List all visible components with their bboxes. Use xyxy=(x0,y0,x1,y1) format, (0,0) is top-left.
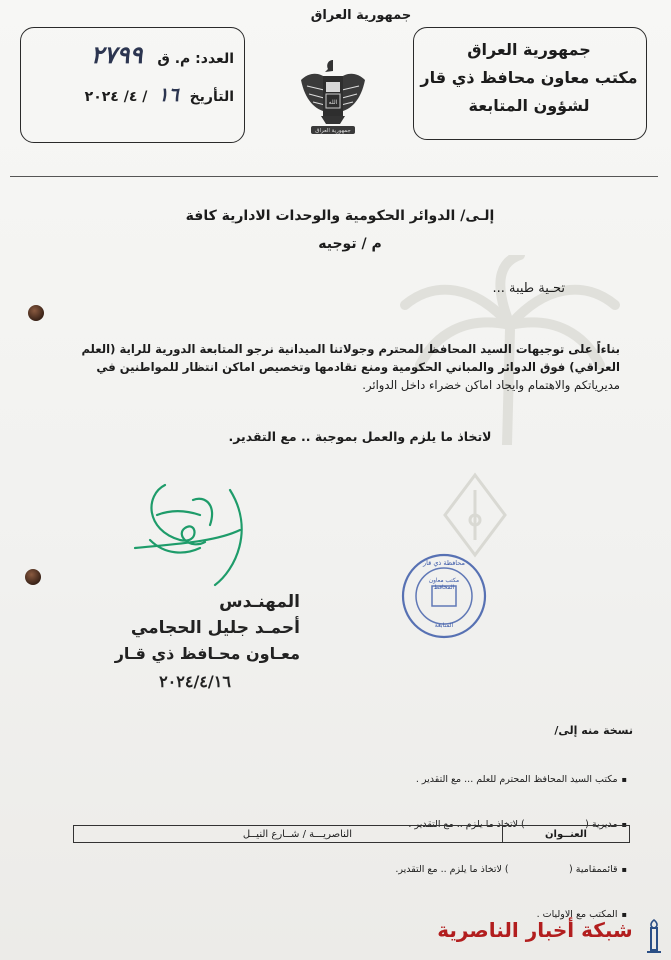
stamp-top-text: محافظة ذي قار xyxy=(423,559,465,567)
punch-hole xyxy=(28,305,44,321)
body-text xyxy=(80,340,620,394)
recipient-line: إلـى/ الدوائر الحكومية والوحدات الادارية كافة xyxy=(185,208,495,224)
address-table xyxy=(73,825,630,843)
closing-line: لاتخاذ ما يلزم والعمل بموجبة .. مع التقدير. xyxy=(228,429,492,444)
address-label: العنــوان xyxy=(503,826,630,843)
office-lines xyxy=(420,36,638,120)
punch-hole xyxy=(25,569,41,585)
stamp-bottom-text: المتابعة xyxy=(434,622,454,629)
header-divider xyxy=(10,176,658,177)
ref-line xyxy=(34,40,234,69)
iraq-emblem xyxy=(293,52,373,152)
copy-item: ▪ قائممقامية ( ) لاتخاذ ما يلزم .. مع التقدير. xyxy=(297,862,627,877)
emblem-caption: جمهورية العراق xyxy=(315,128,351,134)
body-line-2: العراقي) فوق الدوائر والمباني الحكومية ومنع تقادمها وتخصيص اماكن انتظار للمواطنين في xyxy=(96,360,620,374)
eagle-emblem-icon xyxy=(293,52,373,152)
svg-text:الله: الله xyxy=(328,99,338,106)
date-line xyxy=(34,84,234,106)
office-line-country: جمهورية العراق xyxy=(467,40,591,59)
ref-label: العدد: م. ق xyxy=(157,51,234,67)
copy-item: ▪ المكتب مع الاوليات . xyxy=(297,907,627,922)
signature-position: معـاون محـافظ ذي قـار xyxy=(114,644,300,663)
body-line-1: بناءاً على توجيهات السيد المحافظ المحترم وجولاتنا الميدانية نرجو المتابعة الدورية للراية (العلم xyxy=(81,342,620,356)
date-day: ١٦ xyxy=(158,84,179,106)
pen-watermark-icon xyxy=(430,470,520,560)
ref-number: ٢٧٩٩ xyxy=(90,40,143,69)
office-box xyxy=(413,27,647,140)
copy-item: ▪ مديرية ( ) لاتخاذ ما يلزم .. مع التقدير . xyxy=(297,817,627,832)
signature-date: ٢٠٢٤/٤/١٦ xyxy=(159,672,231,691)
address-value: الناصريـــة / شــارع النيــل xyxy=(74,826,503,843)
office-line-office: مكتب معاون محافظ ذي قار xyxy=(420,68,638,87)
official-stamp xyxy=(400,552,488,640)
reference-box xyxy=(20,27,245,143)
stamp-mid-text: مكتب معاون المحافظ xyxy=(428,578,460,591)
office-line-dept: لشؤون المتابعة xyxy=(468,96,590,115)
body-line-3: مديرياتكم والاهتمام وايجاد اماكن خضراء داخل الدوائر. xyxy=(362,378,620,392)
top-country-label: جمهورية العراق xyxy=(310,8,412,23)
copy-item: ▪ مكتب السيد المحافظ المحترم للعلم ... مع التقدير . xyxy=(297,772,627,787)
minaret-logo-icon xyxy=(641,918,667,954)
news-watermark: شبكة أخبار الناصرية xyxy=(437,918,633,942)
signature-title: المهنـدس xyxy=(219,592,300,612)
date-label: التأريخ xyxy=(189,89,234,105)
subject-line: م / توجيه xyxy=(318,236,382,252)
copies-heading: نسخة منه إلى/ xyxy=(554,724,633,737)
green-signature-icon xyxy=(105,470,255,590)
signature-name: أحمـد جليل الحجامي xyxy=(130,618,300,638)
date-rest: / ٤/ ٢٠٢٤ xyxy=(84,89,148,105)
greeting: تحـية طيبة ... xyxy=(492,281,565,296)
